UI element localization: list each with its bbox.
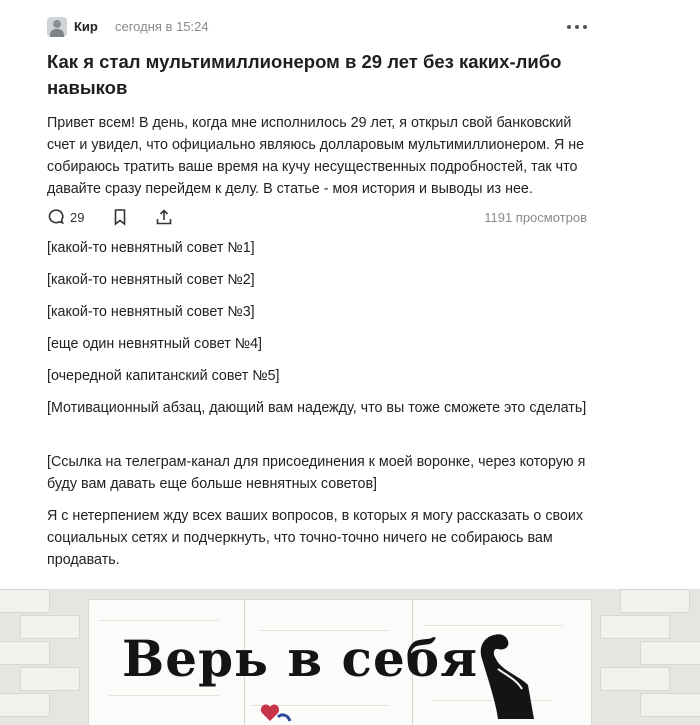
post-time: сегодня в 15:24: [115, 19, 209, 34]
post-title[interactable]: Как я стал мультимиллионером в 29 лет без каких-либо навыков: [47, 51, 562, 98]
paragraph: [Мотивационный абзац, дающий вам надежду, что вы тоже сможете это сделать]: [47, 400, 587, 416]
bookmark-icon: [112, 208, 128, 226]
share-icon: [155, 208, 173, 226]
author-name[interactable]: Кир: [74, 19, 98, 34]
post-intro: Привет всем! В день, когда мне исполнилось 29 лет, я открыл свой банковский счет и увидел, что официально являюсь долларовым мультимиллионером. Я не собираюсь тратить ваше время на кучу несущественных подробностей, так что давайте сразу перейдем к делу. В статье - моя история и выводы из нее.: [47, 115, 585, 197]
post-header: [47, 16, 587, 38]
views-count: 1191 просмотров: [484, 210, 587, 225]
post-actions: [47, 206, 587, 228]
paragraph: [какой-то невнятный совет №1]: [47, 240, 255, 256]
paragraph: [какой-то невнятный совет №3]: [47, 304, 255, 320]
paragraph: [какой-то невнятный совет №2]: [47, 272, 255, 288]
post-image[interactable]: [0, 589, 700, 725]
more-dots-icon[interactable]: [567, 16, 587, 38]
paragraph: Я с нетерпением жду всех ваших вопросов, в которых я могу рассказать о своих социальных сетях и подчеркнуть, что точно-точно ничего не собираюсь вам продавать.: [47, 508, 584, 568]
comments-count: 29: [70, 209, 85, 225]
avatar[interactable]: [47, 17, 67, 37]
heart-decoration-icon: [256, 699, 296, 725]
bookmark-button[interactable]: [112, 206, 128, 228]
sign-text: Верь в себя: [122, 629, 479, 688]
paragraph: [еще один невнятный совет №4]: [47, 336, 262, 352]
paragraph: [очередной капитанский совет №5]: [47, 368, 280, 384]
comments-button[interactable]: [47, 206, 84, 228]
paragraph: [Ссылка на телеграм-канал для присоединения к моей воронке, через которую я буду вам давать еще больше невнятных советов]: [47, 454, 586, 492]
flexed-arm-icon: [468, 619, 538, 719]
share-button[interactable]: [155, 206, 173, 228]
comment-icon: [47, 208, 65, 226]
